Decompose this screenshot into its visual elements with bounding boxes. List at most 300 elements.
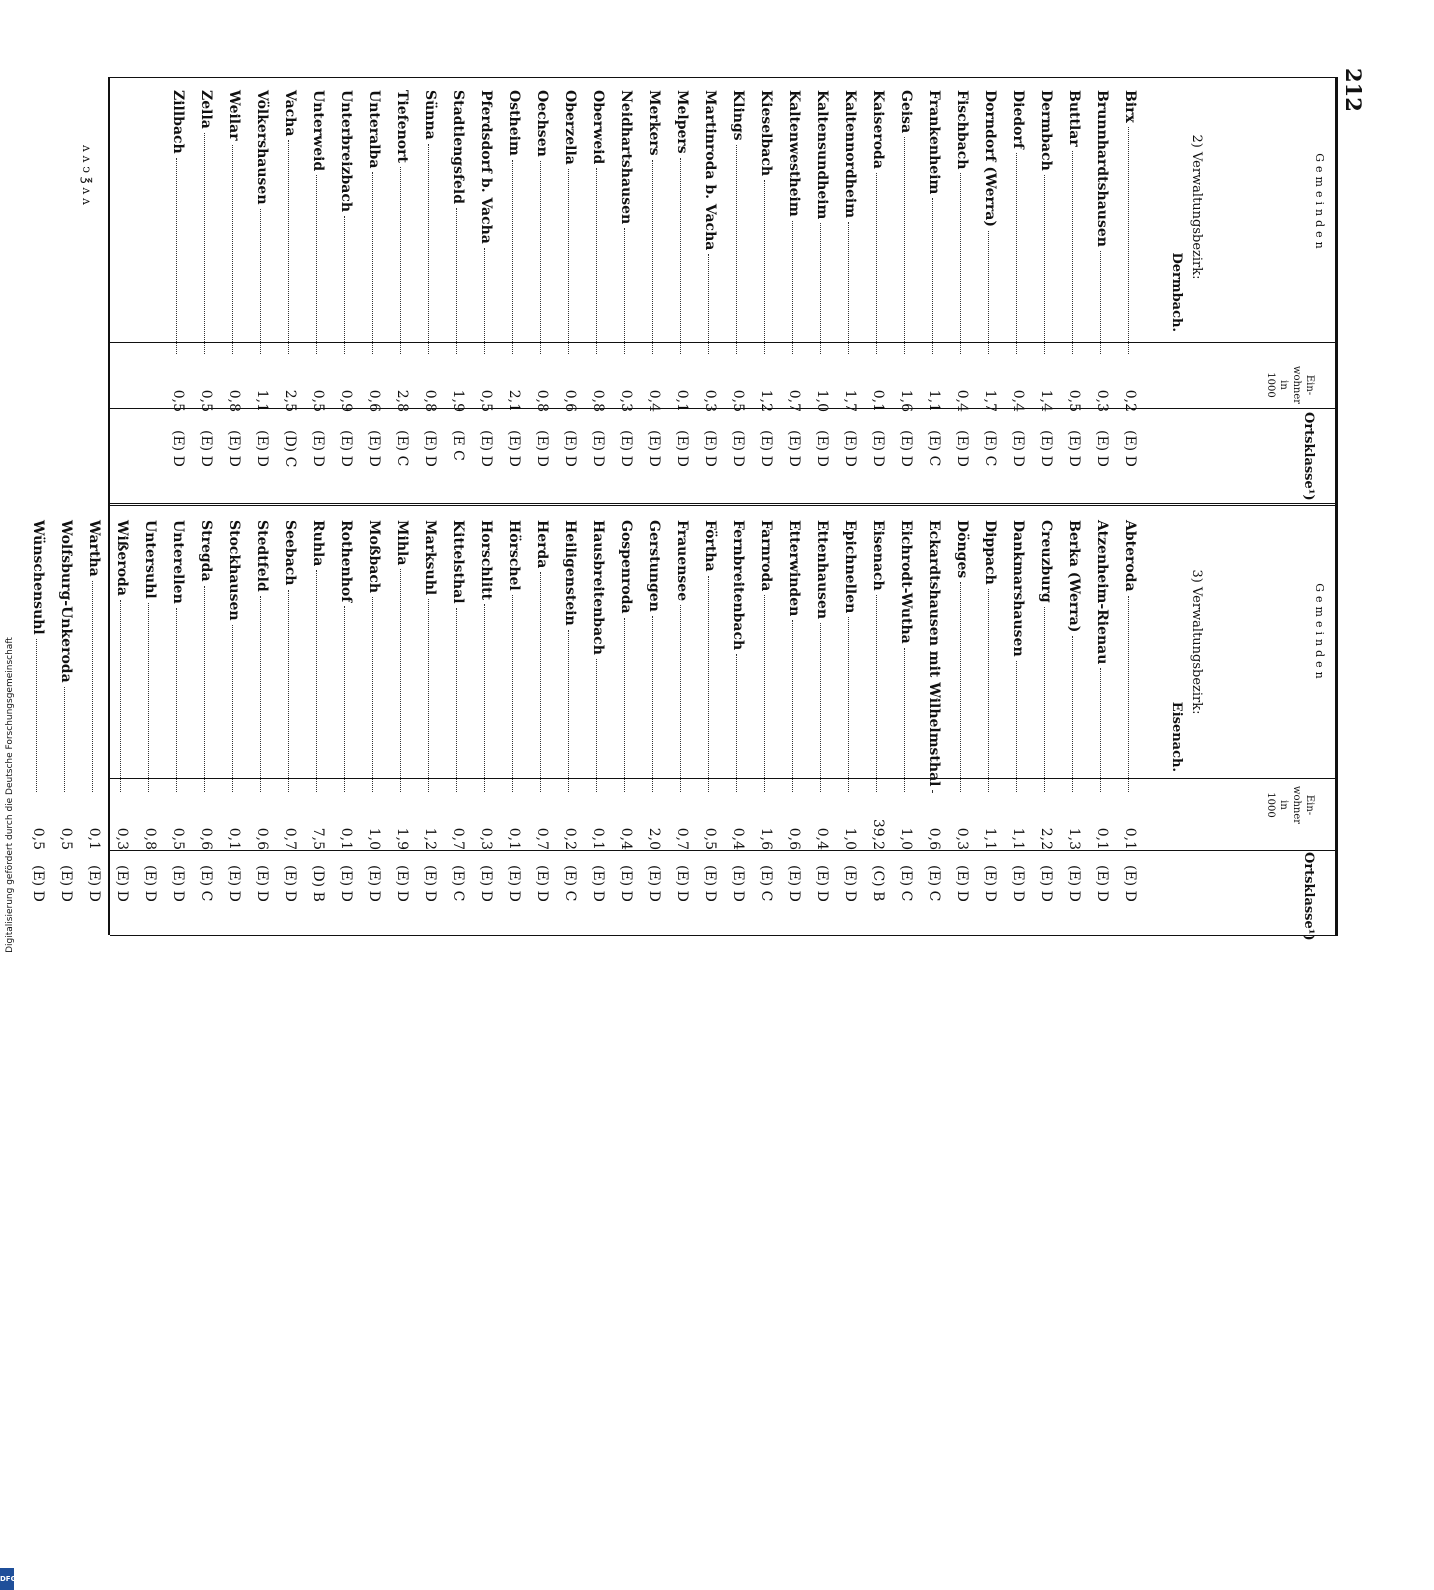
population-value: 0,7 bbox=[786, 389, 802, 412]
municipality-name: Brunnhardtshausen bbox=[1094, 90, 1110, 247]
leader-dots bbox=[568, 630, 569, 792]
population-value: 0,3 bbox=[478, 827, 494, 850]
table-row bbox=[808, 90, 836, 590]
ortsklasse-value: (E) D bbox=[1066, 865, 1082, 902]
municipality-name: Fernbreitenbach bbox=[730, 520, 746, 651]
table-row bbox=[276, 520, 304, 1020]
municipality-name: Wünschensuhl bbox=[30, 520, 46, 635]
municipality-name: Zillbach bbox=[170, 90, 186, 154]
leader-dots bbox=[736, 654, 737, 792]
ortsklasse-value: (E) D bbox=[870, 430, 886, 467]
ortsklasse-value: (E) D bbox=[814, 865, 830, 902]
table-row bbox=[752, 520, 780, 1020]
population-value: 0,5 bbox=[198, 389, 214, 412]
ortsklasse-value: (E) C bbox=[898, 865, 914, 902]
municipality-name: Diedorf bbox=[1010, 90, 1026, 149]
table-row bbox=[220, 520, 248, 1020]
ortsklasse-value: (E) C bbox=[562, 865, 578, 902]
table-row bbox=[192, 90, 220, 590]
municipality-name: Oberweid bbox=[590, 90, 606, 165]
ortsklasse-value: (E) D bbox=[758, 430, 774, 467]
table-row bbox=[304, 90, 332, 590]
leader-dots bbox=[288, 590, 289, 792]
table-row bbox=[584, 520, 612, 1020]
municipality-name: Frauensee bbox=[674, 520, 690, 602]
ortsklasse-value: (E) C bbox=[982, 430, 998, 467]
municipality-name: Melpers bbox=[674, 90, 690, 154]
population-value: 0,4 bbox=[1010, 389, 1026, 412]
ortsklasse-value: (D) B bbox=[310, 865, 326, 902]
leader-dots bbox=[1128, 596, 1129, 792]
ortsklasse-value: (E) D bbox=[282, 865, 298, 902]
population-value: 0,1 bbox=[226, 827, 242, 850]
population-value: 1,1 bbox=[982, 827, 998, 850]
municipality-name: Dorndorf (Werra) bbox=[982, 90, 998, 227]
leader-dots bbox=[372, 172, 373, 354]
municipality-name: Berka (Werra) bbox=[1066, 520, 1082, 633]
municipality-name: Dippach bbox=[982, 520, 998, 585]
table-row bbox=[612, 520, 640, 1020]
population-value: 0,5 bbox=[310, 389, 326, 412]
municipality-name: Rothenhof bbox=[338, 520, 354, 603]
municipality-name: Dankmarshausen bbox=[1010, 520, 1026, 657]
municipality-name: Eckardtshausen mit Wilhelmsthal bbox=[926, 520, 942, 787]
municipality-name: Hausbreitenbach bbox=[590, 520, 606, 655]
population-value: 1,0 bbox=[898, 827, 914, 850]
leader-dots bbox=[680, 158, 681, 354]
ortsklasse-value: (E) D bbox=[954, 430, 970, 467]
ortsklasse-value: (E) D bbox=[786, 865, 802, 902]
leader-dots bbox=[988, 231, 989, 354]
municipality-name: Mihla bbox=[394, 520, 410, 566]
table-row bbox=[388, 90, 416, 590]
ortsklasse-value: (E) D bbox=[702, 430, 718, 467]
population-value: 2,5 bbox=[282, 389, 298, 412]
leader-dots bbox=[792, 620, 793, 792]
population-value: 0,6 bbox=[562, 389, 578, 412]
ortsklasse-value: (E) D bbox=[674, 430, 690, 467]
ortsklasse-value: (E) D bbox=[142, 865, 158, 902]
municipality-name: Eisenach bbox=[870, 520, 886, 591]
municipality-name: Birx bbox=[1122, 90, 1138, 123]
population-value: 1,4 bbox=[1038, 389, 1054, 412]
ortsklasse-value: (E) D bbox=[478, 430, 494, 467]
municipality-name: Klings bbox=[730, 90, 746, 141]
municipality-name: Ruhla bbox=[310, 520, 326, 567]
municipality-name: Ettenhausen bbox=[814, 520, 830, 620]
leader-dots bbox=[680, 605, 681, 792]
table-row bbox=[1060, 520, 1088, 1020]
leader-dots bbox=[484, 248, 485, 354]
table-row bbox=[136, 520, 164, 1020]
population-value: 1,1 bbox=[926, 389, 942, 412]
municipality-name: Gerstungen bbox=[646, 520, 662, 612]
leader-dots bbox=[316, 570, 317, 792]
leader-dots bbox=[148, 603, 149, 792]
municipality-name: Farnroda bbox=[758, 520, 774, 592]
digitization-note bbox=[0, 600, 17, 1583]
table-row bbox=[388, 520, 416, 1020]
ortsklasse-value: (E) D bbox=[170, 865, 186, 902]
population-value: 0,7 bbox=[282, 827, 298, 850]
table-row bbox=[248, 520, 276, 1020]
municipality-name: Wolfsburg-Unkeroda bbox=[58, 520, 74, 683]
municipality-name: Unterellen bbox=[170, 520, 186, 604]
municipality-name: Unteralba bbox=[366, 90, 382, 169]
leader-dots bbox=[36, 639, 37, 792]
municipality-name: Unterbreizbach bbox=[338, 90, 354, 213]
leader-dots bbox=[820, 223, 821, 354]
municipality-name: Förtha bbox=[702, 520, 718, 572]
ortsklasse-value: (E) D bbox=[1010, 865, 1026, 902]
table-row bbox=[164, 520, 192, 1020]
municipality-name: Kaiseroda bbox=[870, 90, 886, 169]
ortsklasse-value: (E) D bbox=[226, 430, 242, 467]
leader-dots bbox=[764, 180, 765, 354]
leader-dots bbox=[372, 597, 373, 792]
leader-dots bbox=[1044, 175, 1045, 354]
leader-dots bbox=[456, 608, 457, 792]
table-row bbox=[976, 90, 1004, 590]
municipality-name: Kaltennordheim bbox=[842, 90, 858, 219]
leader-dots bbox=[232, 625, 233, 792]
table-row bbox=[108, 520, 136, 1020]
leader-dots bbox=[428, 144, 429, 354]
municipality-name: Kieselbach bbox=[758, 90, 774, 177]
population-value: 0,4 bbox=[954, 389, 970, 412]
table-row bbox=[584, 90, 612, 590]
table-row bbox=[780, 520, 808, 1020]
ortsklasse-value: (E) D bbox=[1066, 430, 1082, 467]
ortsklasse-value: (E) D bbox=[786, 430, 802, 467]
leader-dots bbox=[484, 604, 485, 792]
leader-dots bbox=[400, 569, 401, 792]
ortsklasse-value: (E) D bbox=[590, 430, 606, 467]
leader-dots bbox=[708, 254, 709, 354]
municipality-name: Atzenheim-Rienau bbox=[1094, 520, 1110, 665]
municipality-name: Ostheim bbox=[506, 90, 522, 156]
municipality-name: Stedtfeld bbox=[254, 520, 270, 592]
table-row bbox=[192, 520, 220, 1020]
population-value: 1,3 bbox=[1066, 827, 1082, 850]
dfg-logo: DFG bbox=[0, 1568, 14, 1590]
ortsklasse-value: (E) D bbox=[366, 865, 382, 902]
population-value: 0,1 bbox=[1094, 827, 1110, 850]
table-row bbox=[444, 90, 472, 590]
table-row bbox=[948, 90, 976, 590]
ortsklasse-value: (E) D bbox=[114, 865, 130, 902]
ortsklasse-value: (E) D bbox=[954, 865, 970, 902]
table-row bbox=[1088, 520, 1116, 1020]
ortsklasse-value: (E) D bbox=[982, 865, 998, 902]
ortsklasse-value: (E) D bbox=[422, 430, 438, 467]
population-value: 1,0 bbox=[842, 827, 858, 850]
leader-dots bbox=[624, 618, 625, 792]
population-value: 0,3 bbox=[618, 389, 634, 412]
municipality-name: Unterweid bbox=[310, 90, 326, 172]
leader-dots bbox=[596, 168, 597, 354]
municipality-name: Stockhausen bbox=[226, 520, 242, 621]
table-row bbox=[836, 520, 864, 1020]
leader-dots bbox=[568, 169, 569, 354]
table-row bbox=[360, 90, 388, 590]
ortsklasse-value: (E) D bbox=[814, 430, 830, 467]
population-value: 2,0 bbox=[646, 827, 662, 850]
municipality-name: Stregda bbox=[198, 520, 214, 582]
population-value: 1,9 bbox=[450, 389, 466, 412]
bottom-rule bbox=[108, 77, 110, 935]
population-value: 1,0 bbox=[366, 827, 382, 850]
ortsklasse-value: (E) C bbox=[450, 865, 466, 902]
municipality-name: Sünna bbox=[422, 90, 438, 140]
ortsklasse-value: (E) D bbox=[58, 865, 74, 902]
table-row bbox=[444, 520, 472, 1020]
population-value: 0,6 bbox=[198, 827, 214, 850]
ortsklasse-value: (E) D bbox=[1038, 430, 1054, 467]
municipality-name: Pferdsdorf b. Vacha bbox=[478, 90, 494, 244]
table-row bbox=[864, 90, 892, 590]
population-value: 0,7 bbox=[534, 827, 550, 850]
municipality-name: Martinroda b. Vacha bbox=[702, 90, 718, 251]
ortsklasse-value: (E) D bbox=[730, 865, 746, 902]
municipality-name: Frankenheim bbox=[926, 90, 942, 195]
population-value: 0,3 bbox=[954, 827, 970, 850]
leader-dots bbox=[792, 221, 793, 354]
ortsklasse-value: (E C bbox=[450, 430, 466, 461]
ortsklasse-value: (E) D bbox=[170, 430, 186, 467]
population-value: 0,1 bbox=[870, 389, 886, 412]
leader-dots bbox=[1044, 607, 1045, 792]
ortsklasse-value: (E) D bbox=[478, 865, 494, 902]
leader-dots bbox=[904, 648, 905, 792]
table-row bbox=[276, 90, 304, 590]
ortsklasse-value: (E) D bbox=[1038, 865, 1054, 902]
table-row bbox=[752, 90, 780, 590]
municipality-name: Horschlitt bbox=[478, 520, 494, 601]
population-value: 0,1 bbox=[674, 389, 690, 412]
leader-dots bbox=[540, 572, 541, 792]
table-row bbox=[612, 90, 640, 590]
table-row bbox=[640, 520, 668, 1020]
table-row bbox=[332, 90, 360, 590]
population-value: 0,5 bbox=[58, 827, 74, 850]
population-value: 0,5 bbox=[1066, 389, 1082, 412]
table-row bbox=[472, 520, 500, 1020]
population-value: 0,8 bbox=[226, 389, 242, 412]
ortsklasse-value: (E) D bbox=[1094, 865, 1110, 902]
leader-dots bbox=[1072, 636, 1073, 792]
municipality-name: Zella bbox=[198, 90, 214, 129]
table-row bbox=[1004, 90, 1032, 590]
table-row bbox=[360, 520, 388, 1020]
table-row bbox=[864, 520, 892, 1020]
leader-dots bbox=[428, 599, 429, 792]
table-row bbox=[304, 520, 332, 1020]
ortsklasse-value: (E) C bbox=[758, 865, 774, 902]
leader-dots bbox=[260, 596, 261, 792]
table-row bbox=[164, 90, 192, 590]
population-value: 0,5 bbox=[170, 827, 186, 850]
municipality-name: Marksuhl bbox=[422, 520, 438, 596]
population-value: 0,4 bbox=[646, 389, 662, 412]
table-row bbox=[696, 90, 724, 590]
municipality-name: Dermbach bbox=[1038, 90, 1054, 171]
footer-mark: ᴧ ᴧ ↄ ℥ ᴧ ᴧ bbox=[80, 145, 94, 205]
municipality-name: Wartha bbox=[86, 520, 102, 577]
table-row bbox=[640, 90, 668, 590]
population-value: 0,7 bbox=[450, 827, 466, 850]
municipality-name: Stadtlengsfeld bbox=[450, 90, 466, 205]
leader-dots bbox=[932, 198, 933, 354]
population-value: 0,8 bbox=[142, 827, 158, 850]
table-row bbox=[24, 520, 52, 1020]
leader-dots bbox=[512, 595, 513, 792]
leader-dots bbox=[848, 617, 849, 792]
population-value: 0,8 bbox=[590, 389, 606, 412]
table-row bbox=[332, 520, 360, 1020]
population-value: 0,1 bbox=[590, 827, 606, 850]
leader-dots bbox=[960, 582, 961, 792]
leader-dots bbox=[1100, 668, 1101, 792]
ortsklasse-value: (D) C bbox=[282, 430, 298, 468]
leader-dots bbox=[1016, 153, 1017, 354]
ortsklasse-value: (E) D bbox=[506, 430, 522, 467]
left-district-name: Dermbach. bbox=[1169, 252, 1184, 332]
population-value: 1,6 bbox=[898, 389, 914, 412]
table-row bbox=[1004, 520, 1032, 1020]
ortsklasse-value: (E) D bbox=[226, 865, 242, 902]
ortsklasse-value: (E) D bbox=[898, 430, 914, 467]
population-value: 1,1 bbox=[1010, 827, 1026, 850]
top-rule bbox=[1335, 77, 1338, 935]
municipality-name: Eichrodt-Wutha bbox=[898, 520, 914, 644]
leader-dots bbox=[176, 608, 177, 792]
leader-dots bbox=[1128, 127, 1129, 354]
population-value: 0,1 bbox=[86, 827, 102, 850]
municipality-name: Heiligenstein bbox=[562, 520, 578, 626]
left-section-title: 2) Verwaltungsbezirk: bbox=[1189, 134, 1204, 280]
leader-dots bbox=[1016, 661, 1017, 792]
ortsklasse-value: (E) D bbox=[506, 865, 522, 902]
table-row bbox=[780, 90, 808, 590]
population-value: 7,5 bbox=[310, 827, 326, 850]
table-row bbox=[80, 520, 108, 1020]
leader-dots bbox=[708, 576, 709, 792]
municipality-name: Epichnellen bbox=[842, 520, 858, 614]
ortsklasse-value: (E) D bbox=[310, 430, 326, 467]
municipality-name: Oberzella bbox=[562, 90, 578, 165]
leader-dots bbox=[652, 616, 653, 792]
population-value: 0,8 bbox=[534, 389, 550, 412]
table-row bbox=[920, 520, 948, 1020]
left-header-einwohner: Ein- wohner in 1000 bbox=[1265, 365, 1315, 405]
municipality-name: Untersuhl bbox=[142, 520, 158, 599]
table-row bbox=[556, 90, 584, 590]
right-section-title: 3) Verwaltungsbezirk: bbox=[1189, 569, 1204, 715]
population-value: 1,6 bbox=[758, 827, 774, 850]
population-value: 0,4 bbox=[814, 827, 830, 850]
municipality-name: Geisa bbox=[898, 90, 914, 134]
municipality-name: Wißeroda bbox=[114, 520, 130, 596]
municipality-name: Moßbach bbox=[366, 520, 382, 594]
population-value: 1,7 bbox=[982, 389, 998, 412]
population-value: 0,1 bbox=[338, 827, 354, 850]
table-row bbox=[724, 520, 752, 1020]
population-value: 1,0 bbox=[814, 389, 830, 412]
table-row bbox=[528, 90, 556, 590]
ortsklasse-value: (E) D bbox=[534, 865, 550, 902]
leader-dots bbox=[1100, 251, 1101, 354]
ortsklasse-value: (E) D bbox=[254, 865, 270, 902]
municipality-name: Neidhartshausen bbox=[618, 90, 634, 225]
table-row bbox=[976, 520, 1004, 1020]
ortsklasse-value: (E) D bbox=[394, 865, 410, 902]
ortsklasse-value: (E) D bbox=[366, 430, 382, 467]
table-row bbox=[1032, 520, 1060, 1020]
municipality-name: Herda bbox=[534, 520, 550, 569]
ortsklasse-value: (C) B bbox=[870, 865, 886, 902]
population-value: 0,5 bbox=[478, 389, 494, 412]
leader-dots bbox=[512, 160, 513, 354]
population-value: 39,2 bbox=[870, 818, 886, 850]
column-line bbox=[110, 77, 1338, 78]
ortsklasse-value: (E) D bbox=[646, 865, 662, 902]
ortsklasse-value: (E) C bbox=[926, 430, 942, 467]
population-value: 0,3 bbox=[702, 389, 718, 412]
table-row bbox=[920, 90, 948, 590]
population-value: 1,7 bbox=[842, 389, 858, 412]
leader-dots bbox=[876, 173, 877, 354]
ortsklasse-value: (E) D bbox=[618, 430, 634, 467]
table-row bbox=[836, 90, 864, 590]
ortsklasse-value: (E) D bbox=[562, 430, 578, 467]
ortsklasse-value: (E) D bbox=[338, 430, 354, 467]
population-value: 0,2 bbox=[562, 827, 578, 850]
table-row bbox=[1032, 90, 1060, 590]
population-value: 0,6 bbox=[254, 827, 270, 850]
leader-dots bbox=[400, 167, 401, 354]
ortsklasse-value: (E) D bbox=[1094, 430, 1110, 467]
leader-dots bbox=[848, 222, 849, 354]
leader-dots bbox=[92, 581, 93, 792]
ortsklasse-value: (E) D bbox=[842, 430, 858, 467]
leader-dots bbox=[932, 790, 933, 792]
table-row bbox=[948, 520, 976, 1020]
municipality-name: Etterwinden bbox=[786, 520, 802, 617]
ortsklasse-value: (E) D bbox=[618, 865, 634, 902]
leader-dots bbox=[652, 160, 653, 354]
population-value: 0,8 bbox=[422, 389, 438, 412]
population-value: 0,4 bbox=[730, 827, 746, 850]
ortsklasse-value: (E) D bbox=[30, 865, 46, 902]
leader-dots bbox=[876, 595, 877, 792]
municipality-name: Fischbach bbox=[954, 90, 970, 170]
ortsklasse-value: (E) D bbox=[674, 865, 690, 902]
table-row bbox=[248, 90, 276, 590]
municipality-name: Tiefenort bbox=[394, 90, 410, 163]
table-row bbox=[668, 90, 696, 590]
leader-dots bbox=[260, 209, 261, 354]
population-value: 0,6 bbox=[786, 827, 802, 850]
leader-dots bbox=[988, 589, 989, 792]
population-value: 1,9 bbox=[394, 827, 410, 850]
ortsklasse-value: (E) D bbox=[702, 865, 718, 902]
ortsklasse-value: (E) C bbox=[394, 430, 410, 467]
leader-dots bbox=[1072, 151, 1073, 354]
population-value: 0,1 bbox=[1122, 827, 1138, 850]
leader-dots bbox=[204, 133, 205, 354]
population-value: 0,3 bbox=[1094, 389, 1110, 412]
